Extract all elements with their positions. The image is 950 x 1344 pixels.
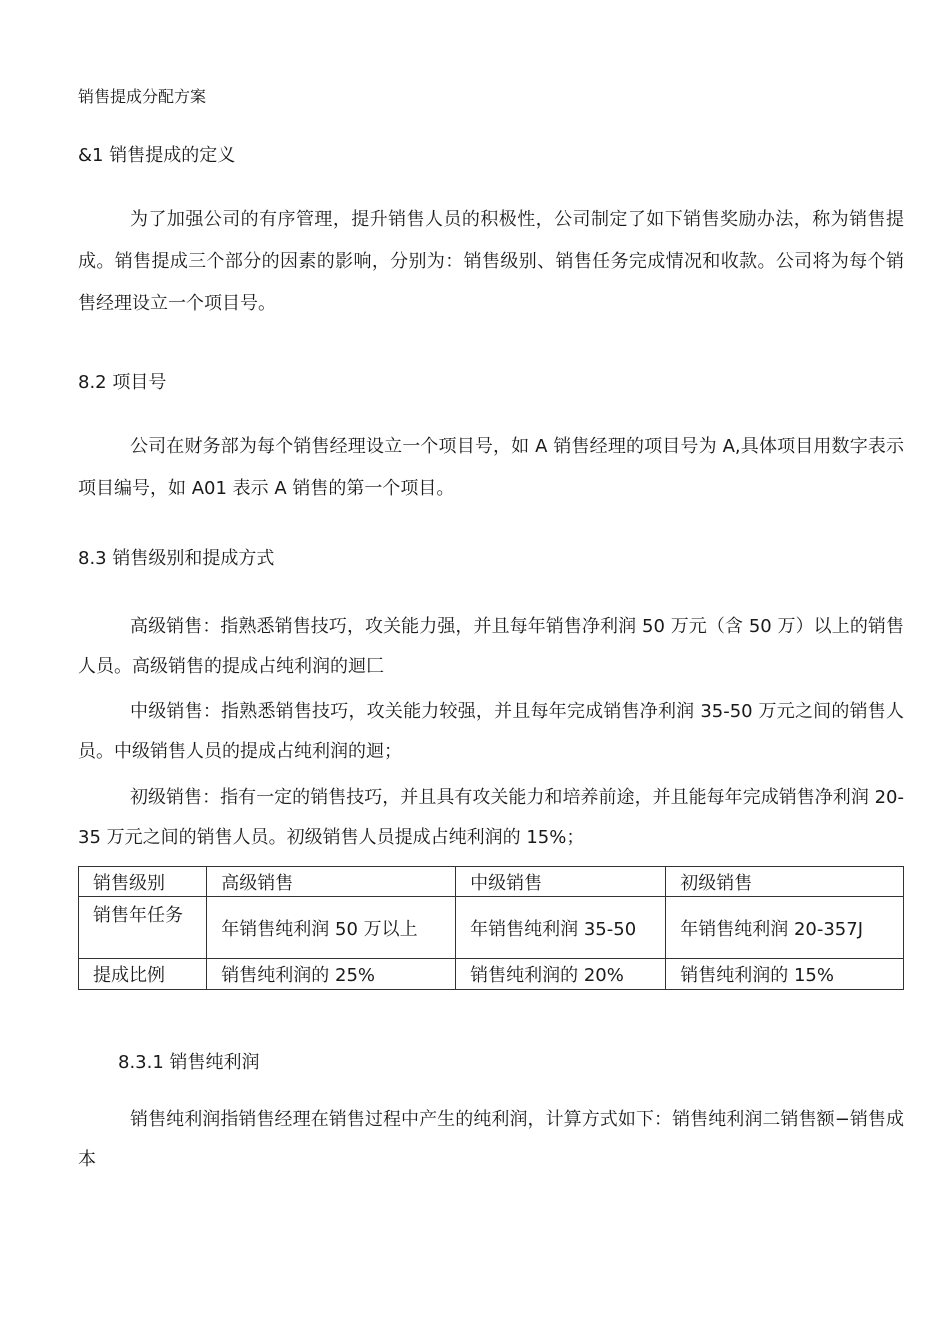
table-cell: 销售纯利润的 20% [456, 959, 666, 990]
table-cell: 年销售纯利润 35-50 [456, 897, 666, 959]
paragraph-middle-sales: 中级销售：指熟悉销售技巧，攻关能力较强，并且每年完成销售净利润 35-50 万元之间的销售人员。中级销售人员的提成占纯利润的迴； [78, 701, 904, 762]
table-header-row [79, 867, 904, 897]
section-heading-net-profit: 8.3.1 销售纯利润 [118, 1052, 260, 1073]
table-cell: 高级销售 [207, 867, 456, 897]
table-cell: 销售年任务 [79, 897, 207, 959]
section-heading-project-number: 8.2 项目号 [78, 372, 167, 393]
table-cell: 中级销售 [456, 867, 666, 897]
table-cell: 初级销售 [666, 867, 904, 897]
table-cell: 年销售纯利润 20-357J [666, 897, 904, 959]
table-row [79, 897, 904, 959]
table-cell: 年销售纯利润 50 万以上 [207, 897, 456, 959]
section-heading-levels: 8.3 销售级别和提成方式 [78, 548, 275, 569]
paragraph-net-profit: 销售纯利润指销售经理在销售过程中产生的纯利润，计算方式如下：销售纯利润二销售额−销售成本 [78, 1109, 904, 1170]
section-heading-definition: &1 销售提成的定义 [78, 145, 236, 166]
document-title: 销售提成分配方案 [78, 87, 207, 106]
table-cell: 销售级别 [79, 867, 207, 897]
paragraph-project-number: 公司在财务部为每个销售经理设立一个项目号，如 A 销售经理的项目号为 A,具体项目用数字表示项目编号，如 A01 表示 A 销售的第一个项目。 [78, 436, 904, 499]
table-cell: 提成比例 [79, 959, 207, 990]
paragraph-definition: 为了加强公司的有序管理，提升销售人员的积极性，公司制定了如下销售奖励办法，称为销售提成。销售提成三个部分的因素的影响，分别为：销售级别、销售任务完成情况和收款。公司将为每个销售经理设立一个项目号。 [78, 209, 904, 314]
table-cell: 销售纯利润的 25% [207, 959, 456, 990]
paragraph-junior-sales: 初级销售：指有一定的销售技巧，并且具有攻关能力和培养前途，并且能每年完成销售净利润 20-35 万元之间的销售人员。初级销售人员提成占纯利润的 15%； [78, 787, 904, 848]
paragraph-senior-sales: 高级销售：指熟悉销售技巧，攻关能力强，并且每年销售净利润 50 万元（含 50 万）以上的销售人员。高级销售的提成占纯利润的迴匚 [78, 616, 904, 677]
sales-level-table [78, 866, 904, 990]
table-row [79, 959, 904, 990]
table-cell: 销售纯利润的 15% [666, 959, 904, 990]
